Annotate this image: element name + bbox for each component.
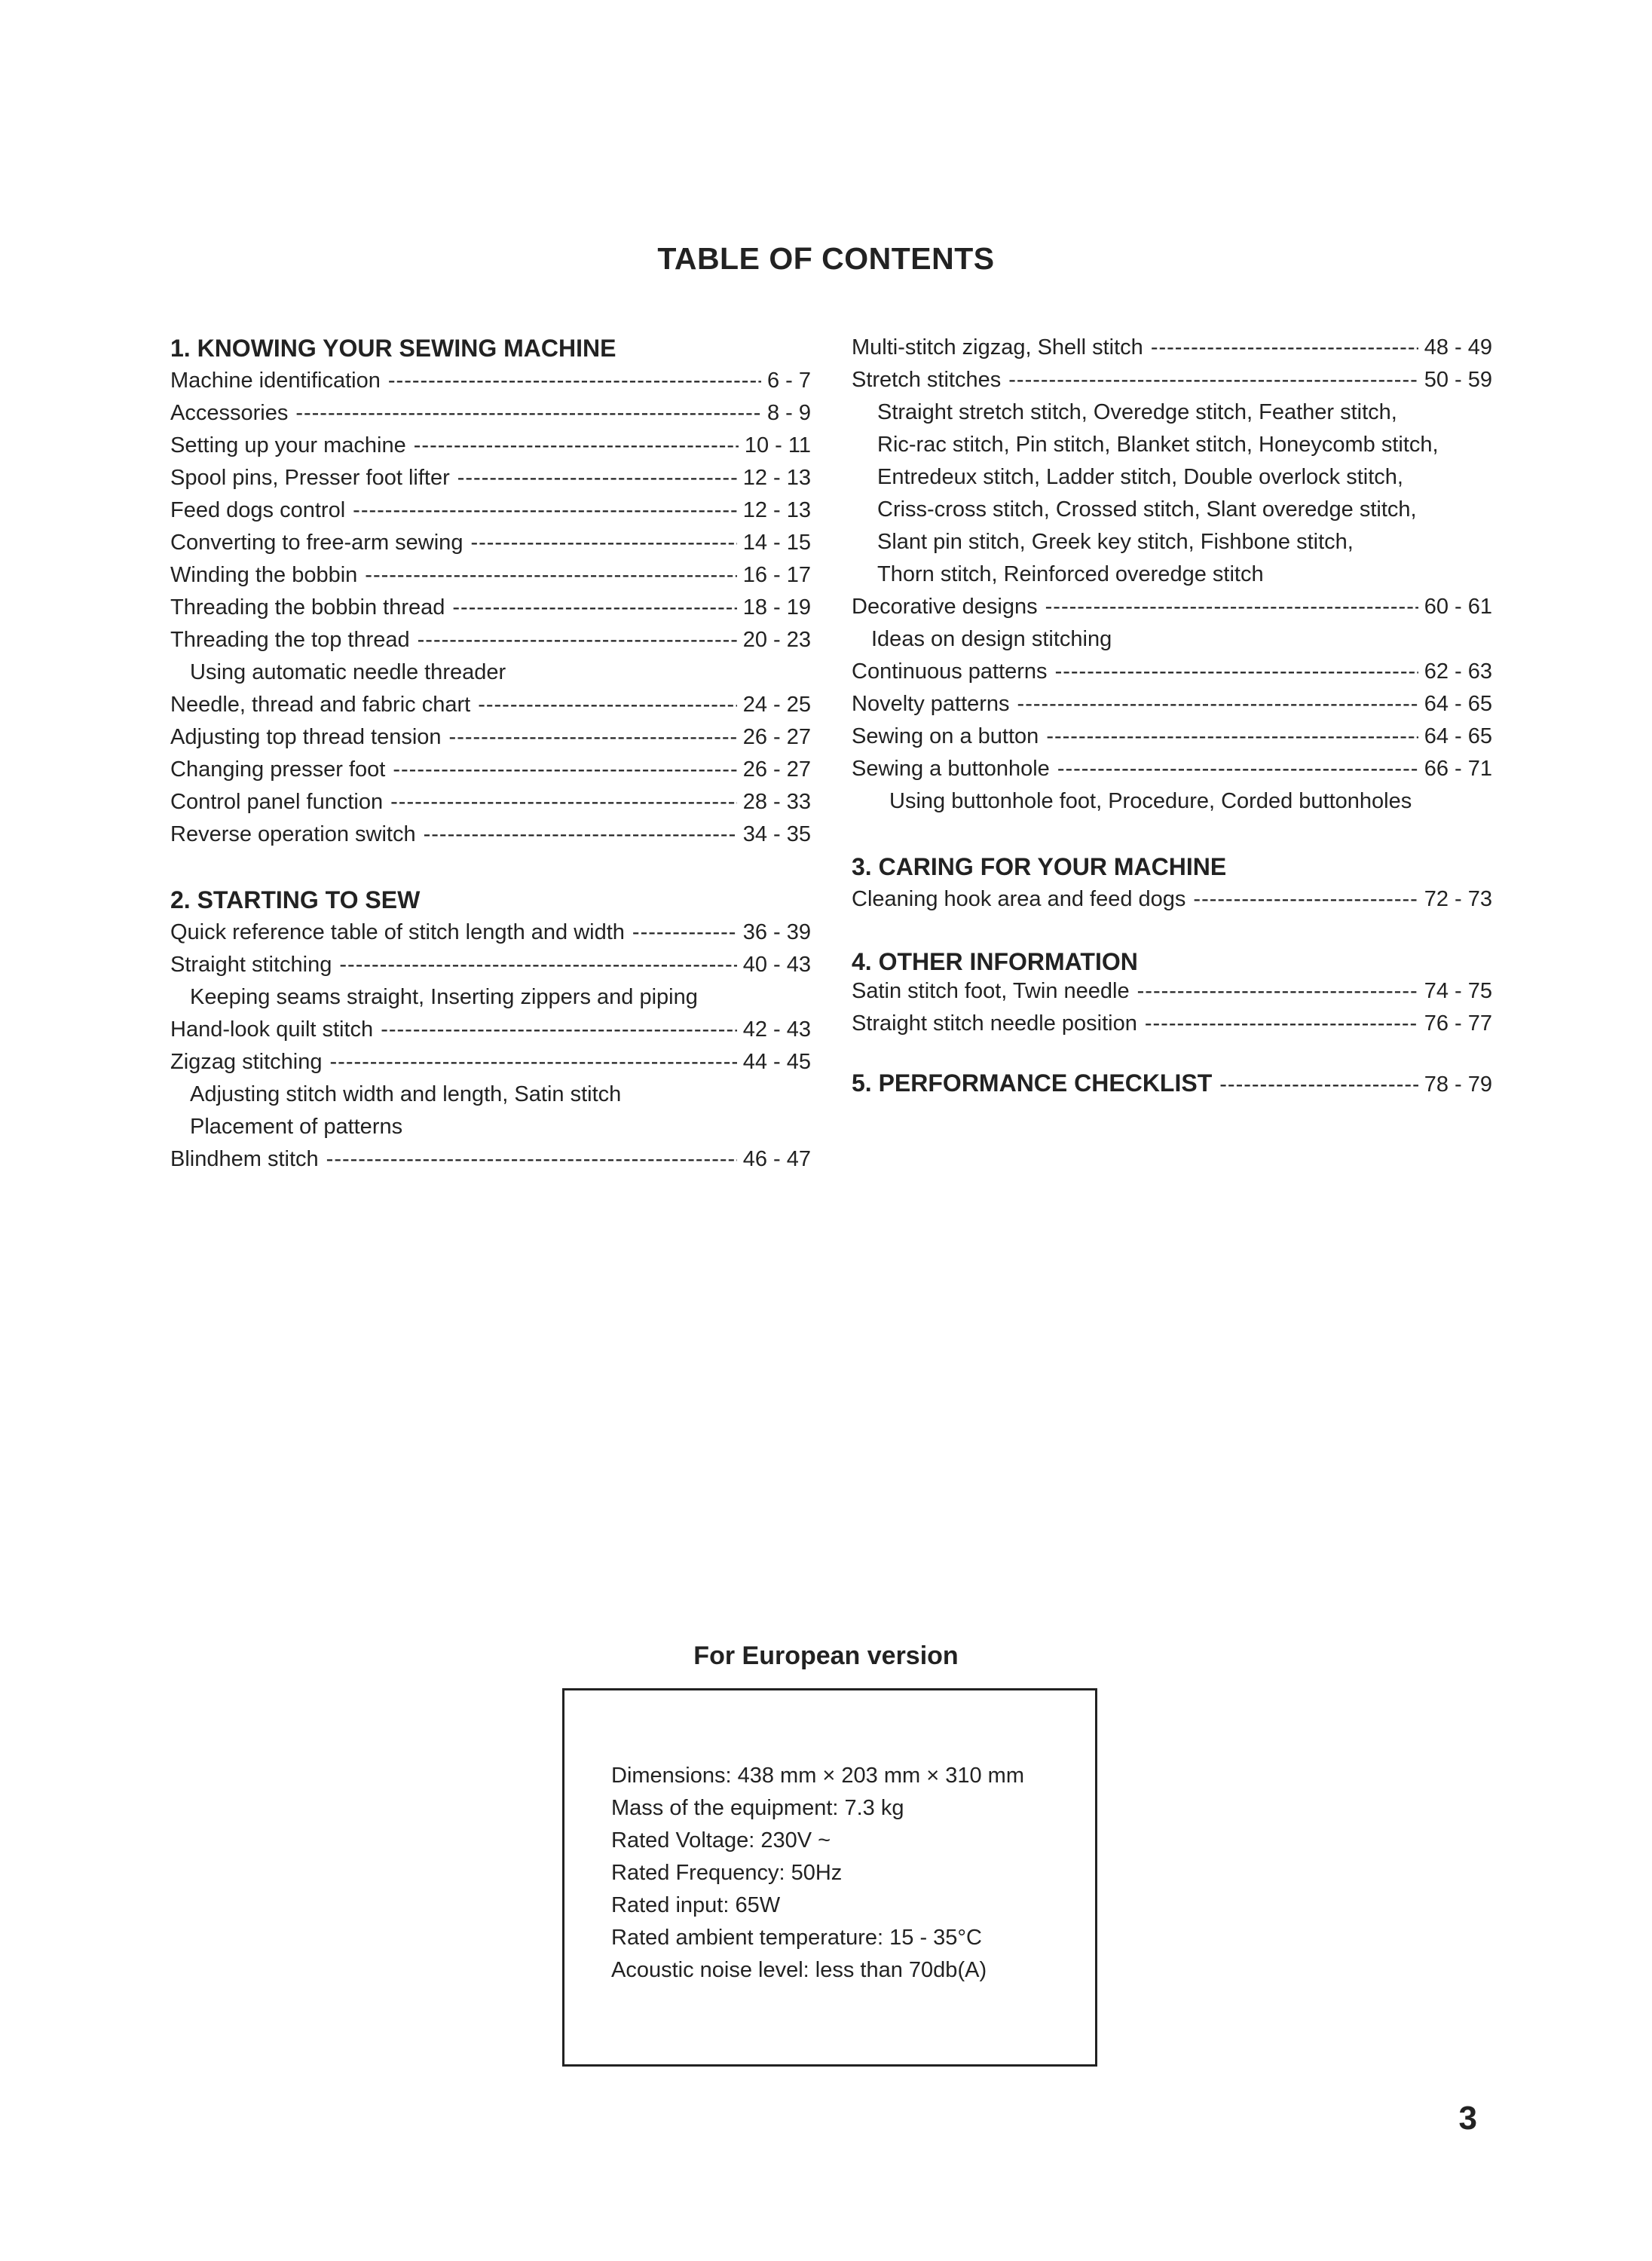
spec-list [611,1760,1024,1987]
toc-entry[interactable] [170,786,811,818]
toc-subentry: Using buttonhole foot, Procedure, Corded buttonholes [889,789,1412,813]
toc-entry-label: Threading the top thread [170,628,410,652]
dot-leader [353,494,737,527]
toc-entry-label: Needle, thread and fabric chart [170,693,471,717]
dot-leader [295,397,761,430]
dot-leader [1046,721,1418,753]
toc-entry-pages: 36 - 39 [742,920,811,944]
toc-entry-pages: 42 - 43 [742,1017,811,1042]
section-gap [852,916,1492,948]
dot-leader [1193,883,1418,916]
section-gap [170,851,811,883]
toc-entry[interactable] [170,689,811,721]
toc-entry[interactable] [170,462,811,494]
toc-entry[interactable] [170,527,811,559]
dot-leader [339,949,736,981]
dot-leader [424,818,737,851]
toc-entry-pages: 74 - 75 [1424,979,1492,1003]
toc-subentry: Keeping seams straight, Inserting zippers and piping [190,985,698,1009]
dot-leader [457,462,737,494]
toc-entry-label: Converting to free-arm sewing [170,531,463,555]
toc-subentry: Slant pin stitch, Greek key stitch, Fishbone stitch, [877,530,1354,554]
toc-entry[interactable] [170,1143,811,1176]
toc-entry[interactable] [852,975,1492,1008]
dot-leader [1008,364,1418,396]
toc-entry-pages: 40 - 43 [742,953,811,977]
toc-entry-pages: 44 - 45 [742,1050,811,1074]
toc-subentry: Using automatic needle threader [190,660,506,684]
toc-entry-label: Novelty patterns [852,692,1010,716]
toc-entry-pages: 76 - 77 [1424,1011,1492,1036]
dot-leader [365,559,736,592]
dot-leader [632,916,737,949]
toc-entry-pages: 64 - 65 [1424,692,1492,716]
toc-left-column [170,332,811,1176]
toc-entry-pages: 46 - 47 [742,1147,811,1171]
spec-rated-input: Rated input: 65W [611,1893,781,1917]
toc-entry[interactable] [170,949,811,981]
toc-entry[interactable] [852,656,1492,688]
toc-entry[interactable] [170,721,811,754]
dot-leader [393,754,736,786]
toc-entry[interactable] [170,559,811,592]
toc-entry-label: Quick reference table of stitch length and width [170,920,625,944]
toc-entry-pages: 60 - 61 [1424,595,1492,619]
toc-entry-label: Sewing on a button [852,724,1039,748]
section-heading-caring: 3. CARING FOR YOUR MACHINE [852,853,1227,880]
toc-entry-pages: 18 - 19 [742,595,811,620]
toc-entry-label: Control panel function [170,790,384,814]
section-heading-starting-to-sew: 2. STARTING TO SEW [170,886,421,913]
section-heading-other-info: 4. OTHER INFORMATION [852,948,1138,975]
toc-entry-label: Changing presser foot [170,757,386,782]
dot-leader [1055,656,1418,688]
toc-entry-label: Cleaning hook area and feed dogs [852,887,1186,911]
toc-entry-label: Winding the bobbin [170,563,358,587]
toc-entry[interactable] [170,1014,811,1046]
toc-entry-pages: 78 - 79 [1424,1072,1492,1097]
dot-leader [1219,1069,1418,1101]
toc-right-column [852,332,1492,1100]
dot-leader [1045,591,1418,623]
toc-entry-performance-checklist[interactable] [852,1067,1492,1100]
toc-subentry: Ric-rac stitch, Pin stitch, Blanket stitch, Honeycomb stitch, [877,433,1439,457]
section-heading-performance-checklist: 5. PERFORMANCE CHECKLIST [852,1069,1213,1097]
european-version-title: For European version [693,1641,959,1670]
toc-entry-label: Adjusting top thread tension [170,725,442,749]
toc-entry-pages: 8 - 9 [766,401,811,425]
toc-entry-pages: 6 - 7 [766,369,811,393]
dot-leader [388,365,761,397]
toc-entry-pages: 50 - 59 [1424,368,1492,392]
toc-subentry: Entredeux stitch, Ladder stitch, Double overlock stitch, [877,465,1403,489]
toc-entry[interactable] [170,430,811,462]
toc-entry[interactable] [852,364,1492,396]
toc-entry-label: Machine identification [170,369,381,393]
toc-entry[interactable] [852,883,1492,916]
toc-entry-label: Reverse operation switch [170,822,416,846]
dot-leader [449,721,737,754]
toc-entry[interactable] [852,721,1492,753]
toc-entry-label: Multi-stitch zigzag, Shell stitch [852,335,1143,359]
spec-mass: Mass of the equipment: 7.3 kg [611,1796,904,1820]
toc-subentry: Adjusting stitch width and length, Satin stitch [190,1082,622,1106]
dot-leader [390,786,737,818]
dot-leader [418,624,737,656]
dot-leader [1017,688,1418,721]
toc-entry[interactable] [170,1046,811,1078]
toc-entry-label: Zigzag stitching [170,1050,323,1074]
toc-entry[interactable] [170,624,811,656]
toc-entry-label: Decorative designs [852,595,1038,619]
toc-entry-pages: 20 - 23 [742,628,811,652]
toc-entry-pages: 26 - 27 [742,725,811,749]
dot-leader [452,592,736,624]
toc-entry-pages: 28 - 33 [742,790,811,814]
toc-entry-pages: 10 - 11 [744,433,811,457]
spec-acoustic-noise: Acoustic noise level: less than 70db(A) [611,1958,987,1982]
toc-entry[interactable] [170,818,811,851]
dot-leader [414,430,739,462]
toc-entry-pages: 12 - 13 [742,466,811,490]
dot-leader [1145,1008,1418,1040]
dot-leader [470,527,736,559]
toc-subentry: Straight stretch stitch, Overedge stitch, Feather stitch, [877,400,1397,424]
toc-entry-label: Satin stitch foot, Twin needle [852,979,1130,1003]
section-gap [852,818,1492,850]
toc-entry[interactable] [170,365,811,397]
dot-leader [381,1014,737,1046]
dot-leader [478,689,737,721]
toc-entry-pages: 64 - 65 [1424,724,1492,748]
spec-ambient-temperature: Rated ambient temperature: 15 - 35°C [611,1926,982,1950]
toc-entry-label: Sewing a buttonhole [852,757,1050,781]
section-heading-knowing-machine: 1. KNOWING YOUR SEWING MACHINE [170,335,616,362]
toc-entry-label: Setting up your machine [170,433,406,457]
toc-entry-pages: 34 - 35 [742,822,811,846]
toc-entry[interactable] [852,591,1492,623]
toc-entry[interactable] [852,688,1492,721]
toc-entry[interactable] [852,1008,1492,1040]
page-title: TABLE OF CONTENTS [657,241,995,276]
toc-entry-label: Straight stitching [170,953,332,977]
dot-leader [1151,332,1418,364]
toc-entry-label: Spool pins, Presser foot lifter [170,466,450,490]
toc-subentry: Placement of patterns [190,1115,403,1139]
toc-entry-pages: 14 - 15 [742,531,811,555]
toc-subentry: Criss-cross stitch, Crossed stitch, Slant overedge stitch, [877,497,1417,522]
toc-entry[interactable] [170,397,811,430]
dot-leader [330,1046,737,1078]
section-gap [852,1040,1492,1067]
toc-entry[interactable] [170,494,811,527]
toc-entry-pages: 24 - 25 [742,693,811,717]
toc-entry-label: Blindhem stitch [170,1147,319,1171]
toc-entry-label: Continuous patterns [852,659,1048,684]
toc-entry-label: Threading the bobbin thread [170,595,445,620]
spec-rated-frequency: Rated Frequency: 50Hz [611,1861,843,1885]
toc-subentry: Ideas on design stitching [871,627,1112,651]
toc-entry-label: Straight stitch needle position [852,1011,1137,1036]
toc-entry-pages: 16 - 17 [742,563,811,587]
dot-leader [1137,975,1418,1008]
toc-entry[interactable] [170,916,811,949]
toc-entry-pages: 62 - 63 [1424,659,1492,684]
toc-entry-label: Hand-look quilt stitch [170,1017,374,1042]
toc-entry-pages: 48 - 49 [1424,335,1492,359]
toc-entry-label: Accessories [170,401,289,425]
toc-entry-pages: 66 - 71 [1424,757,1492,781]
toc-entry[interactable] [170,754,811,786]
dot-leader [1057,753,1418,785]
toc-subentry: Thorn stitch, Reinforced overedge stitch [877,562,1264,586]
dot-leader [326,1143,737,1176]
spec-rated-voltage: Rated Voltage: 230V ~ [611,1828,831,1853]
toc-entry[interactable] [852,753,1492,785]
toc-entry[interactable] [170,592,811,624]
toc-entry-pages: 26 - 27 [742,757,811,782]
toc-entry-pages: 12 - 13 [742,498,811,522]
european-spec-box [562,1688,1097,2067]
toc-entry-label: Stretch stitches [852,368,1002,392]
spec-dimensions: Dimensions: 438 mm × 203 mm × 310 mm [611,1764,1024,1788]
toc-entry[interactable] [852,332,1492,364]
toc-entry-pages: 72 - 73 [1424,887,1492,911]
toc-entry-label: Feed dogs control [170,498,346,522]
page-number: 3 [1458,2100,1477,2137]
